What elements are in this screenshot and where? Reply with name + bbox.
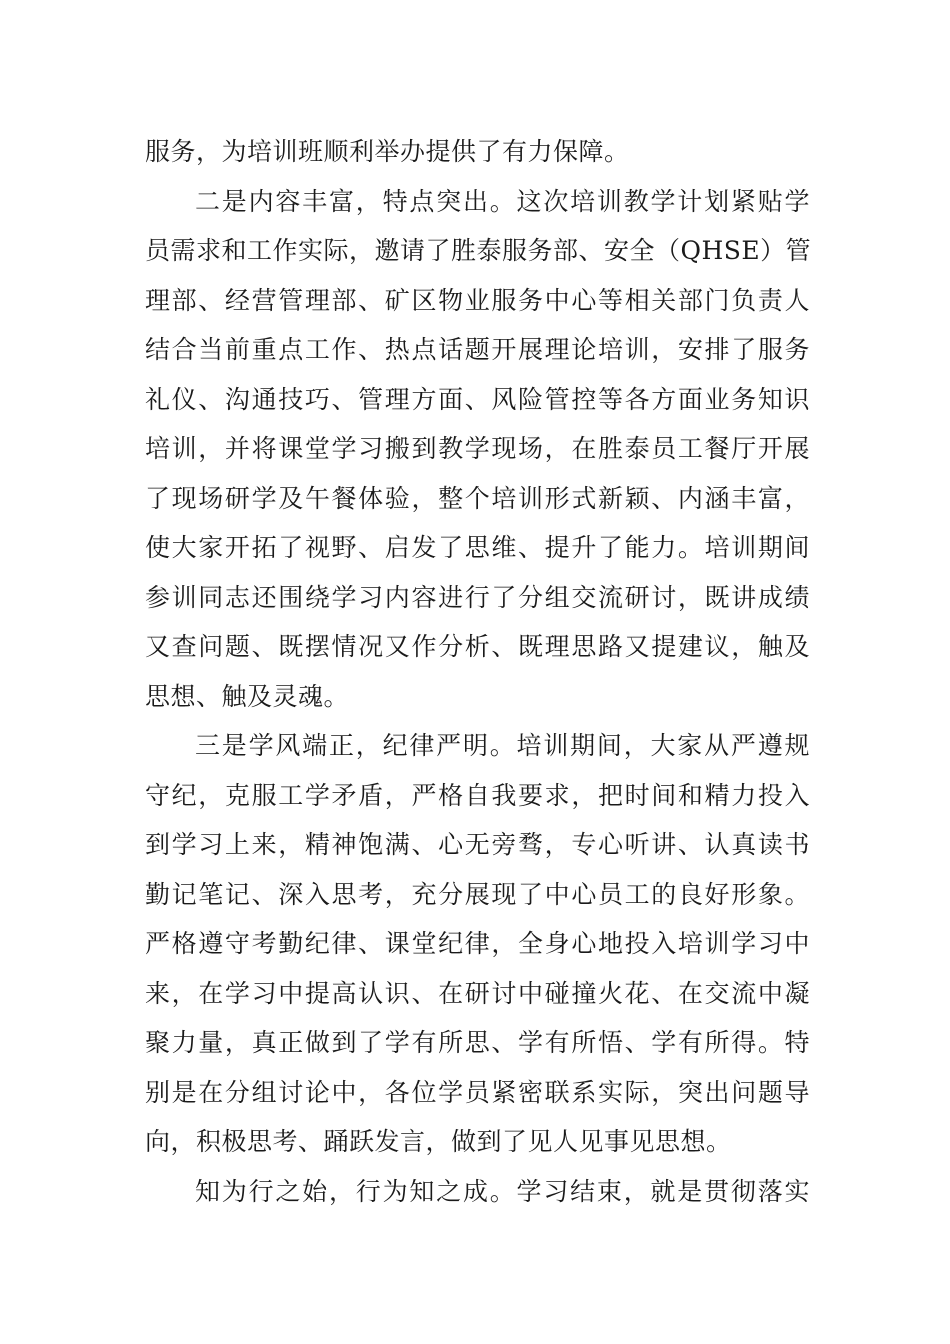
- text-line: 聚力量，真正做到了学有所思、学有所悟、学有所得。特: [145, 1028, 810, 1057]
- text-line: 守纪，克服工学矛盾，严格自我要求，把时间和精力投入: [145, 781, 810, 810]
- text-line: 到学习上来，精神饱满、心无旁骛，专心听讲、认真读书: [145, 830, 810, 859]
- text-line: 来，在学习中提高认识、在研讨中碰撞火花、在交流中凝: [145, 979, 810, 1008]
- text-line: 培训，并将课堂学习搬到教学现场，在胜泰员工餐厅开展: [145, 434, 810, 463]
- paragraph-start-line: 二是内容丰富，特点突出。这次培训教学计划紧贴学: [195, 187, 810, 216]
- paragraph-start-line: 知为行之始，行为知之成。学习结束，就是贯彻落实: [195, 1177, 810, 1206]
- text-line: 思想、触及灵魂。: [145, 682, 350, 711]
- text-line: 了现场研学及午餐体验，整个培训形式新颖、内涵丰富，: [145, 484, 810, 513]
- text-line: 结合当前重点工作、热点话题开展理论培训，安排了服务: [145, 335, 810, 364]
- paragraph-start-line: 三是学风端正，纪律严明。培训期间，大家从严遵规: [195, 731, 810, 760]
- text-line: 参训同志还围绕学习内容进行了分组交流研讨，既讲成绩: [145, 583, 810, 612]
- text-line: 别是在分组讨论中，各位学员紧密联系实际，突出问题导: [145, 1078, 810, 1107]
- text-line: 员需求和工作实际，邀请了胜泰服务部、安全（QHSE）管: [145, 236, 812, 265]
- text-line: 向，积极思考、踊跃发言，做到了见人见事见思想。: [145, 1127, 732, 1156]
- text-line: 又查问题、既摆情况又作分析、既理思路又提建议，触及: [145, 632, 810, 661]
- text-line: 服务，为培训班顺利举办提供了有力保障。: [145, 137, 630, 166]
- text-line: 使大家开拓了视野、启发了思维、提升了能力。培训期间: [145, 533, 810, 562]
- text-line: 理部、经营管理部、矿区物业服务中心等相关部门负责人: [145, 286, 810, 315]
- text-line: 严格遵守考勤纪律、课堂纪律，全身心地投入培训学习中: [145, 929, 810, 958]
- text-line: 勤记笔记、深入思考，充分展现了中心员工的良好形象。: [145, 880, 810, 909]
- text-line: 礼仪、沟通技巧、管理方面、风险管控等各方面业务知识: [145, 385, 810, 414]
